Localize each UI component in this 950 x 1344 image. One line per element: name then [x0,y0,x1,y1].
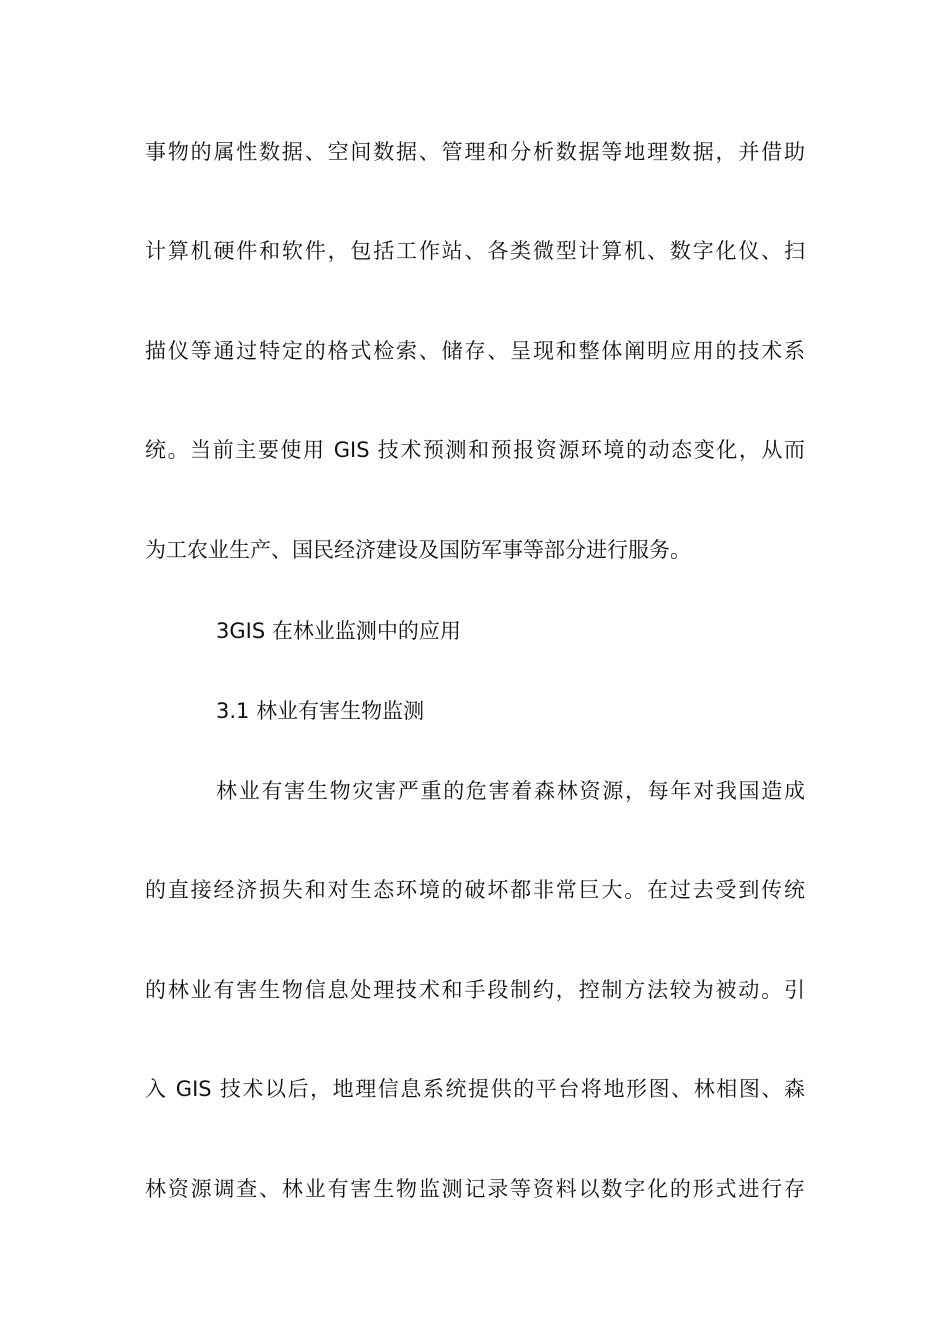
paragraph-1-line-1: 事物的属性数据、空间数据、管理和分析数据等地理数据，并借助 [145,140,805,164]
paragraph-1-line-4: 统。当前主要使用 GIS 技术预测和预报资源环境的动态变化，从而 [145,438,805,462]
paragraph-1-line-3: 描仪等通过特定的格式检索、储存、呈现和整体阐明应用的技术系 [145,339,805,363]
subsection-heading: 3.1 林业有害生物监测 [216,699,425,723]
paragraph-2-line-5: 林资源调查、林业有害生物监测记录等资料以数字化的形式进行存 [145,1177,805,1201]
paragraph-2-line-2: 的直接经济损失和对生态环境的破坏都非常巨大。在过去受到传统 [145,878,805,902]
paragraph-2-line-1: 林业有害生物灾害严重的危害着森林资源，每年对我国造成 [216,779,805,803]
paragraph-1-line-2: 计算机硬件和软件，包括工作站、各类微型计算机、数字化仪、扫 [145,239,805,263]
section-heading: 3GIS 在林业监测中的应用 [216,619,461,643]
paragraph-1-line-5: 为工农业生产、国民经济建设及国防军事等部分进行服务。 [145,538,691,562]
paragraph-2-line-3: 的林业有害生物信息处理技术和手段制约，控制方法较为被动。引 [145,978,805,1002]
paragraph-2-line-4: 入 GIS 技术以后，地理信息系统提供的平台将地形图、林相图、森 [145,1077,805,1101]
